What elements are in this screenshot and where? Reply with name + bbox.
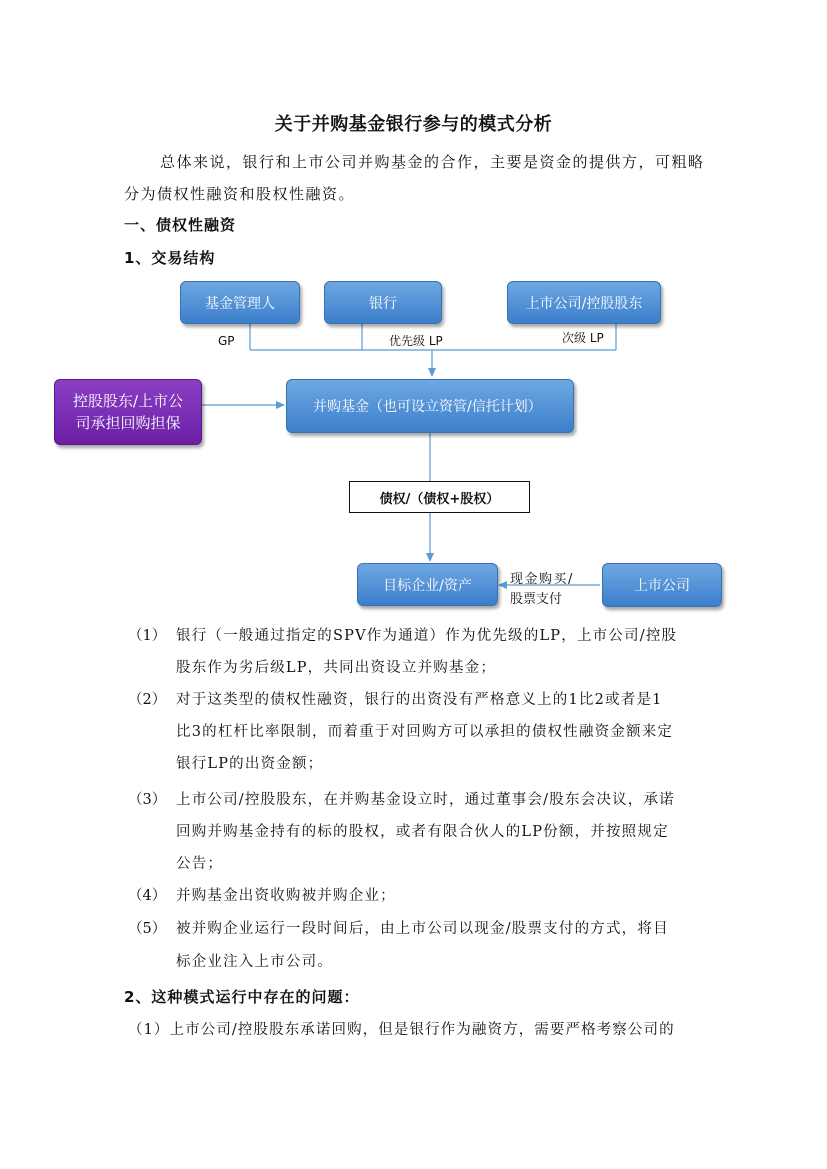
page-title: 关于并购基金银行参与的模式分析 [274,114,553,135]
bank-box: 银行 [324,281,442,324]
guarantor-line-1: 控股股东/上市公 [72,392,184,410]
list-item-3-line-2: 回购并购基金持有的标的股权，或者有限合伙人的LP份额，并按照规定 [176,824,669,840]
list-item-5-line-1: 被并购企业运行一段时间后，由上市公司以现金/股票支付的方式，将目 [176,921,669,937]
junior-lp-label: 次级 LP [562,331,604,345]
intro-line-1: 总体来说，银行和上市公司并购基金的合作，主要是资金的提供方，可粗略 [160,153,705,171]
list-number-3: （3） [128,792,167,808]
list-item-1-line-1: 银行（一般通过指定的SPV作为通道）作为优先级的LP，上市公司/控股 [176,628,678,644]
merger-fund-box: 并购基金（也可设立资管/信托计划） [286,379,574,433]
list-item-1-line-2: 股东作为劣后级LP，共同出资设立并购基金； [176,660,497,676]
listed-holder-box: 上市公司/控股股东 [507,281,661,324]
list-item-5-line-2: 标企业注入上市公司。 [176,954,333,970]
list-number-1: （1） [128,628,167,644]
list-number-4: （4） [128,888,167,904]
instrument-frame: 债权/（债权+股权） [349,481,530,513]
list-item-3-line-3: 公告； [176,856,224,872]
list-item-2-line-2: 比3的杠杆比率限制，而着重于对回购方可以承担的债权性融资金额来定 [176,724,674,740]
list-item-4-line-1: 并购基金出资收购被并购企业； [176,888,396,904]
gp-label: GP [218,334,235,348]
problem-line-1: （1）上市公司/控股股东承诺回购，但是银行作为融资方，需要严格考察公司的 [128,1022,675,1038]
list-number-2: （2） [128,692,167,708]
guarantor-box [54,379,202,445]
subheading-problems: 2、这种模式运行中存在的问题： [124,988,360,1006]
payment-label-2: 股票支付 [510,592,563,607]
listed-company-box: 上市公司 [602,563,722,607]
fund-manager-box: 基金管理人 [180,281,300,324]
list-item-2-line-3: 银行LP的出资金额； [176,756,324,772]
senior-lp-label: 优先级 LP [389,334,443,348]
list-item-2-line-1: 对于这类型的债权性融资，银行的出资没有严格意义上的1比2或者是1 [176,692,663,708]
list-item-3-line-1: 上市公司/控股股东，在并购基金设立时，通过董事会/股东会决议，承诺 [176,792,675,808]
payment-label-1: 现金购买/ [510,572,574,587]
guarantor-line-2: 司承担回购担保 [75,414,181,432]
intro-line-2: 分为债权性融资和股权性融资。 [124,185,356,203]
subheading-transaction-structure: 1、交易结构 [124,249,216,267]
section-heading-debt: 一、债权性融资 [124,216,237,234]
list-number-5: （5） [128,921,167,937]
target-box: 目标企业/资产 [357,563,498,606]
